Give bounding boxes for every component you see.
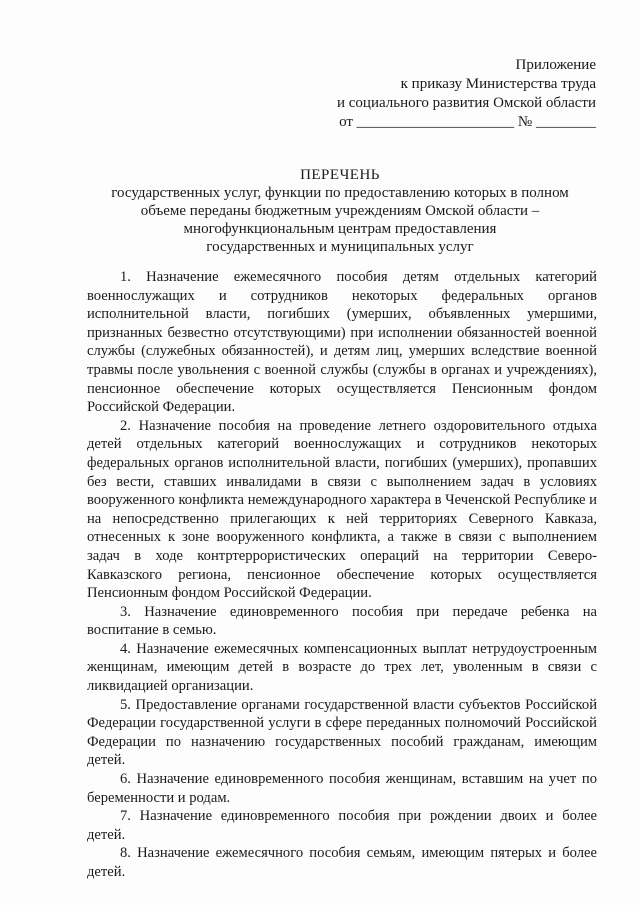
title-heading: ПЕРЕЧЕНЬ [300,167,380,183]
list-item: 7. Назначение единовременного пособия при рождении двоих и более детей. [87,808,597,843]
ministry-name: и социального развития Омской области [336,95,596,111]
list-item: 6. Назначение единовременного пособия женщинам, вставшим на учет по беременности и родам. [87,771,597,806]
title-line-1: государственных услуг, функции по предоставлению которых в полном [111,185,569,201]
list-item: 1. Назначение ежемесячного пособия детям отдельных категорий военнослужащих и сотрудников некоторых федеральных органов исполнительной власти, погибших (умерших, объявленных умершими, признанных безвестно отсутствующими) при исполнении обязанностей военной службы (служебных обязанностей), и детям лиц, умерших вследствие военной травмы после увольнения с военной службы (службы в органах и учреждениях), пенсионное обеспечение которых осуществляется Пенсионным фондом Российской Федерации. [87,269,597,416]
list-item: 8. Назначение ежемесячного пособия семьям, имеющим пятерых и более детей. [87,845,597,880]
document-title [80,166,600,256]
appendix-label: Приложение [515,57,596,73]
title-line-4: государственных и муниципальных услуг [206,239,474,255]
title-line-2: объеме переданы бюджетным учреждениям Омской области – [140,203,540,219]
list-item: 2. Назначение пособия на проведение летнего оздоровительного отдыха детей отдельных категорий военнослужащих и сотрудников некоторых федеральных органов исполнительной власти, погибших (умерших), пропавших без вести, ставших инвалидами в связи с выполнением задач в условиях вооруженного конфликта немеждународного характера в Чеченской Республике и на непосредственно прилегающих к ней территориях Северного Кавказа, отнесенных к зоне вооруженного конфликта, а также в связи с выполнением задач в ходе контртеррористических операций на территории Северо-Кавказского региона, пенсионное обеспечение которых осуществляется Пенсионным фондом Российской Федерации. [87,417,597,602]
date-number-line: от _____________________ № ________ [339,114,596,130]
list-item: 5. Предоставление органами государственной власти субъектов Российской Федерации государственной услуги в сфере переданных полномочий Российской Федерации по назначению государственных пособий гражданам, имеющим детей. [87,696,597,769]
list-item: 3. Назначение единовременного пособия при передаче ребенка на воспитание в семью. [87,603,597,639]
title-line-3: многофункциональным центрам предоставления [183,221,497,237]
services-list [87,268,597,882]
appendix-header [266,56,596,132]
order-reference: к приказу Министерства труда [400,76,596,92]
list-item: 4. Назначение ежемесячных компенсационных выплат нетрудоустроенным женщинам, имеющим детей в возрасте до трех лет, уволенным в связи с ликвидацией организации. [87,640,597,695]
